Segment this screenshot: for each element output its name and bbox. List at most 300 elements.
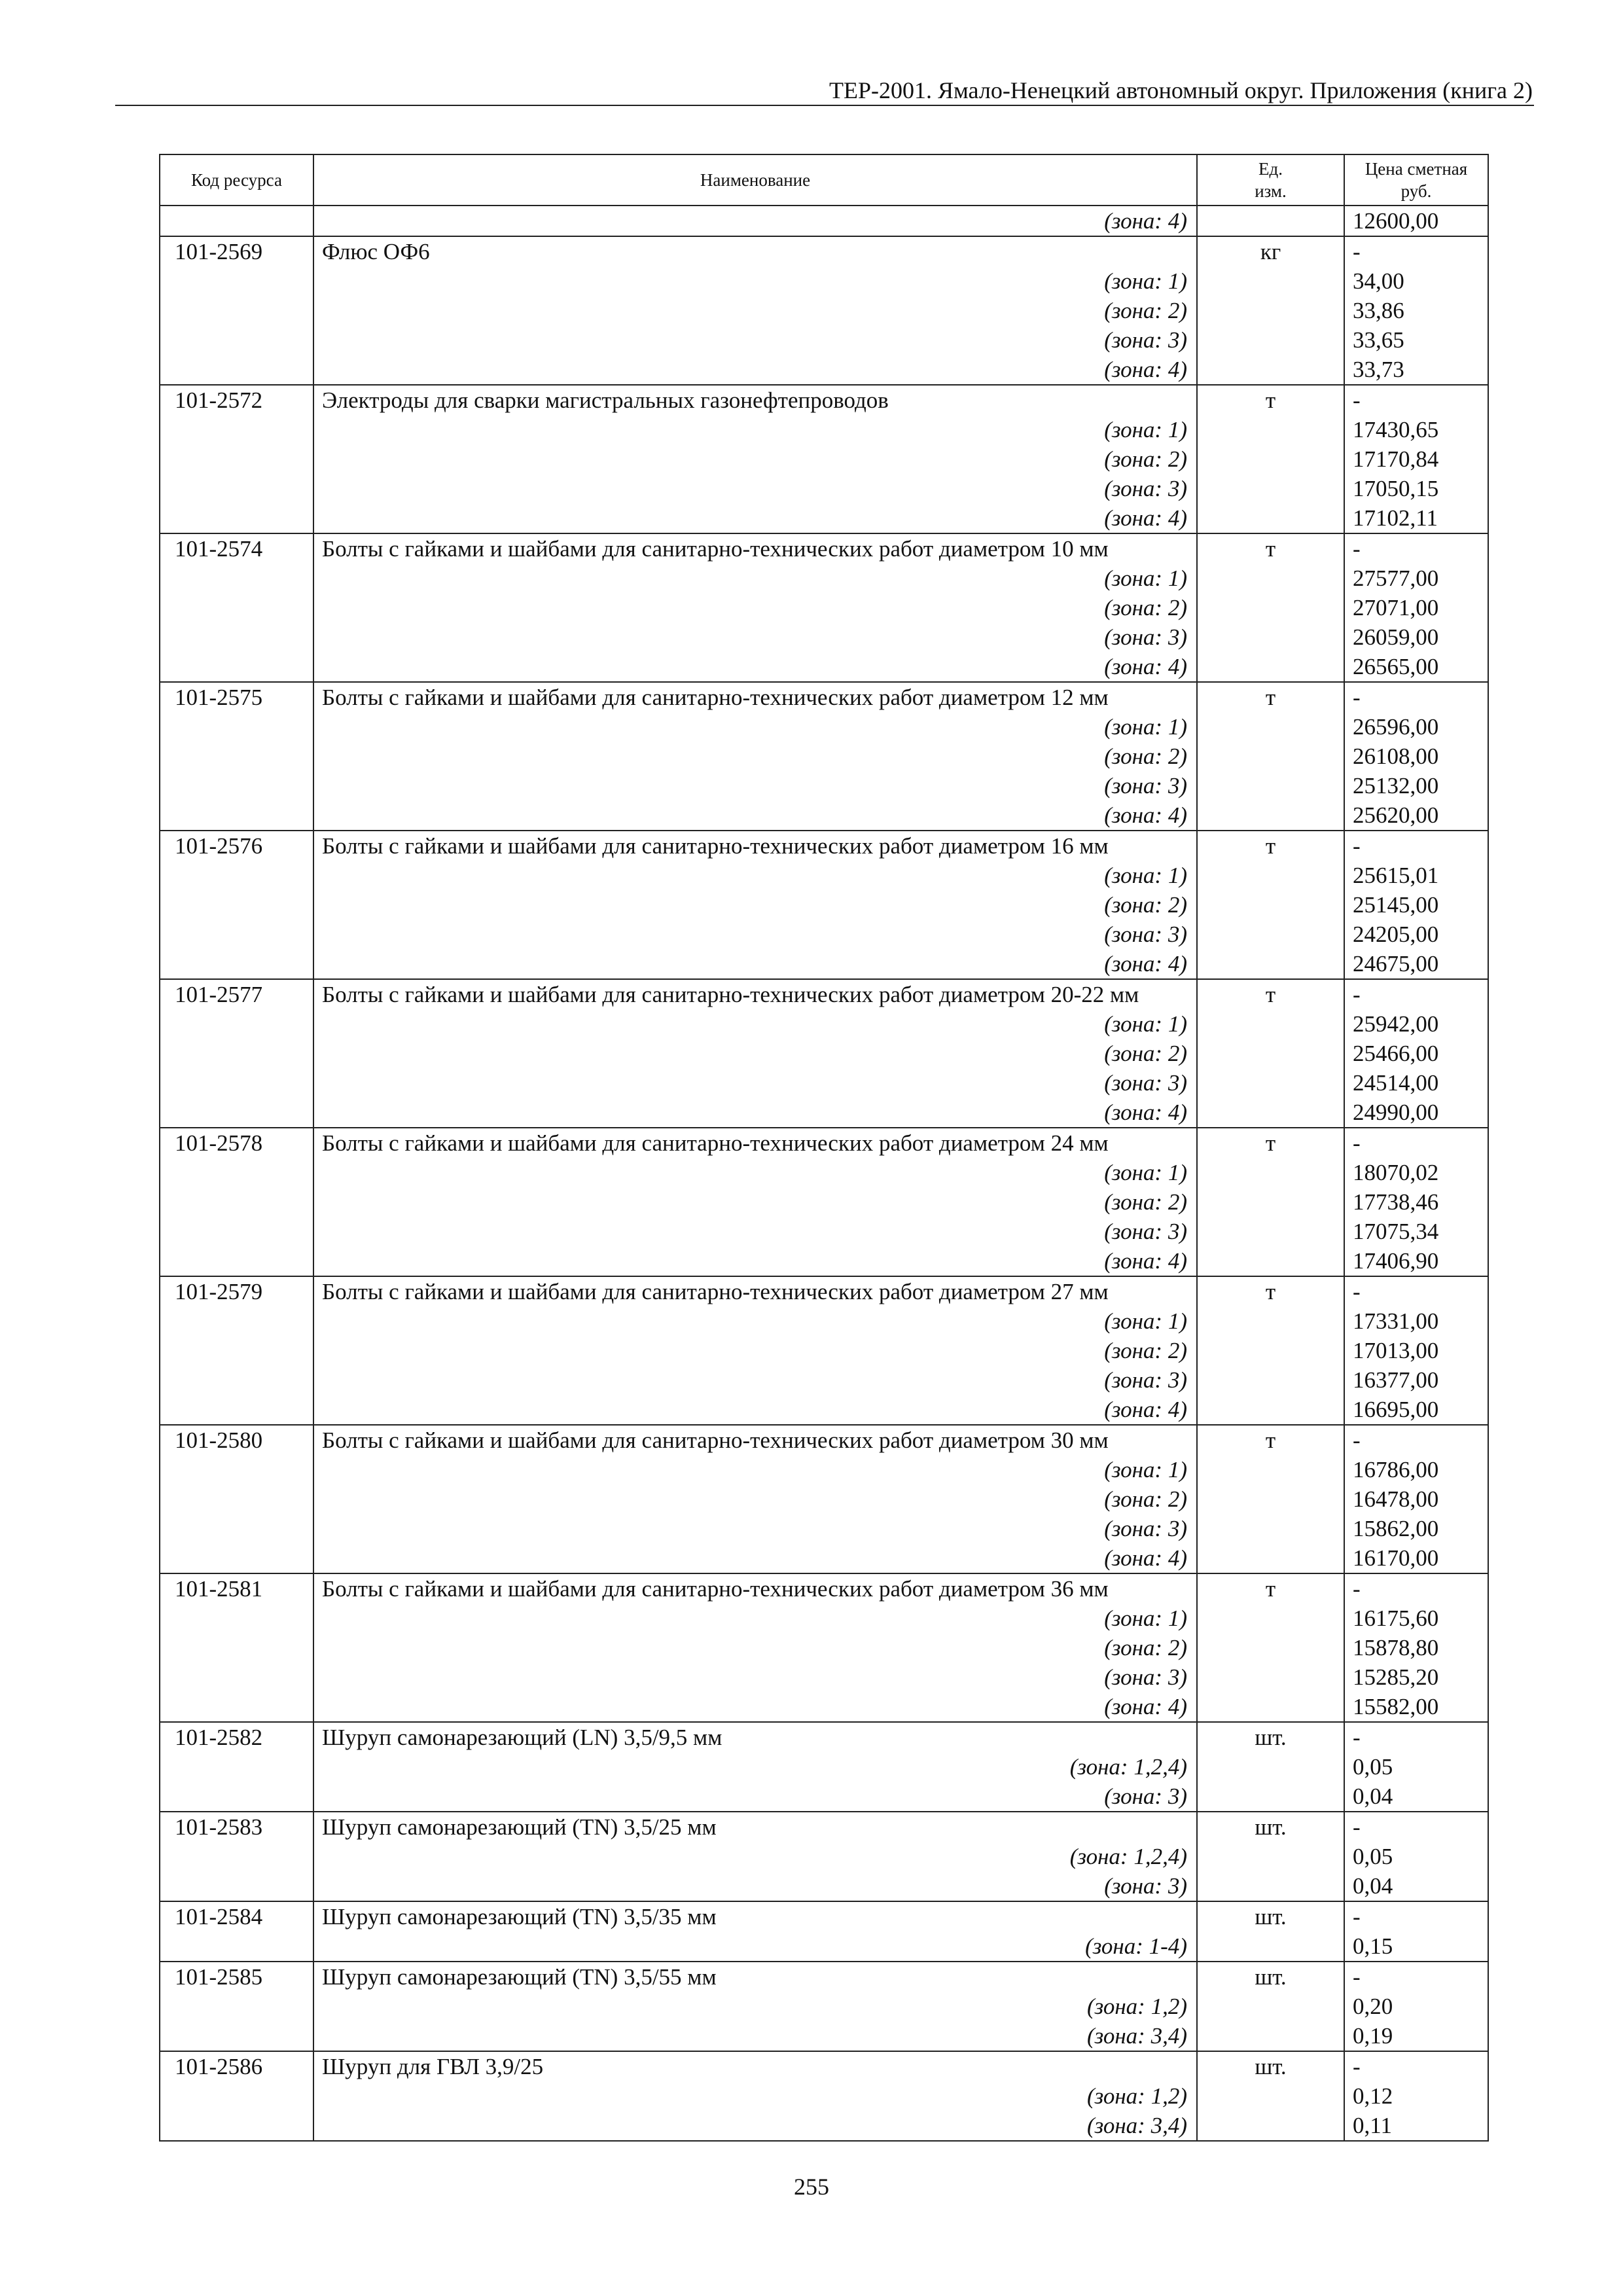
zone-label: (зона: 4) — [313, 1692, 1197, 1722]
zone-price: 27071,00 — [1344, 593, 1488, 622]
zone-price: 34,00 — [1344, 266, 1488, 296]
resource-code — [160, 1365, 313, 1395]
zone-price: 15285,20 — [1344, 1662, 1488, 1692]
base-price: - — [1344, 236, 1488, 266]
unit — [1197, 1009, 1344, 1039]
zone-row — [160, 1931, 1488, 1962]
unit — [1197, 593, 1344, 622]
zone-price: 25145,00 — [1344, 890, 1488, 920]
zone-price: 17331,00 — [1344, 1306, 1488, 1336]
zone-price: 33,73 — [1344, 355, 1488, 385]
zone-label: (зона: 1) — [313, 564, 1197, 593]
unit — [1197, 920, 1344, 949]
resource-code — [160, 1455, 313, 1484]
unit — [1197, 771, 1344, 800]
zone-label: (зона: 1,2,4) — [313, 1752, 1197, 1782]
zone-label: (зона: 1) — [313, 1455, 1197, 1484]
resource-code: 101-2577 — [160, 979, 313, 1009]
zone-price: 25620,00 — [1344, 800, 1488, 831]
zone-row — [160, 949, 1488, 979]
resource-code — [160, 474, 313, 503]
unit — [1197, 564, 1344, 593]
zone-price: 26565,00 — [1344, 652, 1488, 682]
resource-code — [160, 1752, 313, 1782]
resource-code — [160, 1484, 313, 1514]
resource-name: Флюс ОФ6 — [313, 236, 1197, 266]
unit — [1197, 415, 1344, 444]
zone-price: 15878,80 — [1344, 1633, 1488, 1662]
zone-price: 16170,00 — [1344, 1543, 1488, 1573]
table-body — [160, 206, 1488, 2141]
resource-code — [160, 890, 313, 920]
resource-name: Электроды для сварки магистральных газонефтепроводов — [313, 385, 1197, 415]
table-row — [160, 979, 1488, 1009]
zone-label: (зона: 3) — [313, 622, 1197, 652]
unit — [1197, 1068, 1344, 1098]
unit — [1197, 206, 1344, 236]
zone-price: 0,15 — [1344, 1931, 1488, 1962]
zone-row — [160, 861, 1488, 890]
table-row — [160, 1722, 1488, 1752]
zone-price: 0,20 — [1344, 1992, 1488, 2021]
zone-price: 33,65 — [1344, 325, 1488, 355]
resource-name: Болты с гайками и шайбами для санитарно-технических работ диаметром 30 мм — [313, 1425, 1197, 1455]
resource-code — [160, 1931, 313, 1962]
resource-code — [160, 325, 313, 355]
zone-row — [160, 652, 1488, 682]
zone-label: (зона: 3) — [313, 1782, 1197, 1812]
zone-price: 0,05 — [1344, 1752, 1488, 1782]
zone-row — [160, 1187, 1488, 1217]
resource-code — [160, 1039, 313, 1068]
zone-row — [160, 1992, 1488, 2021]
resource-code: 101-2581 — [160, 1573, 313, 1604]
zone-row — [160, 1782, 1488, 1812]
zone-price: 24514,00 — [1344, 1068, 1488, 1098]
table-row — [160, 1812, 1488, 1842]
zone-row — [160, 1365, 1488, 1395]
resource-code — [160, 1992, 313, 2021]
unit — [1197, 474, 1344, 503]
page-header-title: ТЕР-2001. Ямало-Ненецкий автономный округ. Приложения (книга 2) — [829, 77, 1533, 103]
zone-price: 16786,00 — [1344, 1455, 1488, 1484]
resource-code: 101-2585 — [160, 1962, 313, 1992]
zone-price: 0,04 — [1344, 1871, 1488, 1901]
resource-code — [160, 1158, 313, 1187]
unit: шт. — [1197, 1812, 1344, 1842]
resource-code — [160, 2111, 313, 2141]
base-price: - — [1344, 533, 1488, 564]
table-row — [160, 236, 1488, 266]
resource-name: Шуруп самонарезающий (TN) 3,5/35 мм — [313, 1901, 1197, 1931]
zone-row — [160, 564, 1488, 593]
unit: т — [1197, 831, 1344, 861]
unit: т — [1197, 1425, 1344, 1455]
resource-code — [160, 920, 313, 949]
unit — [1197, 1455, 1344, 1484]
base-price: - — [1344, 1901, 1488, 1931]
zone-price: 25466,00 — [1344, 1039, 1488, 1068]
unit — [1197, 2021, 1344, 2051]
zone-price: 0,11 — [1344, 2111, 1488, 2141]
unit: шт. — [1197, 2051, 1344, 2081]
resource-code — [160, 652, 313, 682]
resource-code — [160, 1604, 313, 1633]
unit: шт. — [1197, 1901, 1344, 1931]
resource-code — [160, 1068, 313, 1098]
table-header — [160, 154, 1488, 206]
resource-code — [160, 415, 313, 444]
unit: т — [1197, 979, 1344, 1009]
resource-code — [160, 1217, 313, 1246]
resource-code: 101-2578 — [160, 1128, 313, 1158]
unit — [1197, 949, 1344, 979]
zone-label: (зона: 2) — [313, 890, 1197, 920]
unit — [1197, 652, 1344, 682]
base-price: - — [1344, 385, 1488, 415]
zone-label: (зона: 4) — [313, 1098, 1197, 1128]
resource-code: 101-2569 — [160, 236, 313, 266]
resource-code — [160, 503, 313, 533]
zone-label: (зона: 4) — [313, 652, 1197, 682]
header-divider — [115, 105, 1534, 106]
zone-label: (зона: 3) — [313, 474, 1197, 503]
zone-row — [160, 1514, 1488, 1543]
resource-code: 101-2582 — [160, 1722, 313, 1752]
unit — [1197, 1158, 1344, 1187]
resource-code — [160, 771, 313, 800]
zone-price: 12600,00 — [1344, 206, 1488, 236]
unit — [1197, 1336, 1344, 1365]
zone-row — [160, 593, 1488, 622]
resource-code — [160, 1782, 313, 1812]
zone-price: 33,86 — [1344, 296, 1488, 325]
zone-label: (зона: 1-4) — [313, 1931, 1197, 1962]
zone-label: (зона: 3) — [313, 1068, 1197, 1098]
unit: т — [1197, 1276, 1344, 1306]
table-row — [160, 1901, 1488, 1931]
resource-name: Болты с гайками и шайбами для санитарно-технических работ диаметром 16 мм — [313, 831, 1197, 861]
unit — [1197, 742, 1344, 771]
base-price: - — [1344, 979, 1488, 1009]
zone-row — [160, 1217, 1488, 1246]
resource-code — [160, 2081, 313, 2111]
zone-price: 25615,01 — [1344, 861, 1488, 890]
base-price: - — [1344, 1425, 1488, 1455]
zone-label: (зона: 4) — [313, 503, 1197, 533]
resource-name: Болты с гайками и шайбами для санитарно-технических работ диаметром 24 мм — [313, 1128, 1197, 1158]
zone-price: 18070,02 — [1344, 1158, 1488, 1187]
base-price: - — [1344, 1722, 1488, 1752]
unit — [1197, 2081, 1344, 2111]
resource-code: 101-2583 — [160, 1812, 313, 1842]
resource-code — [160, 2021, 313, 2051]
zone-row — [160, 1158, 1488, 1187]
zone-label: (зона: 2) — [313, 1336, 1197, 1365]
base-price: - — [1344, 1573, 1488, 1604]
unit — [1197, 1246, 1344, 1276]
zone-label: (зона: 1,2) — [313, 2081, 1197, 2111]
zone-label: (зона: 2) — [313, 296, 1197, 325]
base-price: - — [1344, 1128, 1488, 1158]
column-header-price — [1344, 154, 1488, 206]
table-row — [160, 533, 1488, 564]
zone-price: 16377,00 — [1344, 1365, 1488, 1395]
resource-code — [160, 296, 313, 325]
zone-row — [160, 2111, 1488, 2141]
unit — [1197, 1992, 1344, 2021]
resource-code — [160, 444, 313, 474]
unit — [1197, 890, 1344, 920]
zone-price: 17738,46 — [1344, 1187, 1488, 1217]
zone-label: (зона: 1) — [313, 1009, 1197, 1039]
zone-row — [160, 1692, 1488, 1722]
zone-label: (зона: 2) — [313, 593, 1197, 622]
zone-price: 17050,15 — [1344, 474, 1488, 503]
zone-label: (зона: 4) — [313, 800, 1197, 831]
base-price: - — [1344, 1812, 1488, 1842]
resource-code: 101-2574 — [160, 533, 313, 564]
zone-row — [160, 1039, 1488, 1068]
zone-price: 17170,84 — [1344, 444, 1488, 474]
zone-price: 16478,00 — [1344, 1484, 1488, 1514]
resource-name: Шуруп самонарезающий (TN) 3,5/55 мм — [313, 1962, 1197, 1992]
zone-price: 26108,00 — [1344, 742, 1488, 771]
resource-code — [160, 593, 313, 622]
table-row — [160, 385, 1488, 415]
zone-label: (зона: 2) — [313, 742, 1197, 771]
zone-price: 16695,00 — [1344, 1395, 1488, 1425]
zone-price: 17075,34 — [1344, 1217, 1488, 1246]
base-price: - — [1344, 1962, 1488, 1992]
zone-label: (зона: 1,2,4) — [313, 1842, 1197, 1871]
unit — [1197, 1752, 1344, 1782]
column-header-unit — [1197, 154, 1344, 206]
zone-row — [160, 1871, 1488, 1901]
zone-row — [160, 622, 1488, 652]
zone-row — [160, 503, 1488, 533]
zone-label: (зона: 1,2) — [313, 1992, 1197, 2021]
resource-code — [160, 355, 313, 385]
zone-row — [160, 444, 1488, 474]
zone-price: 17430,65 — [1344, 415, 1488, 444]
resource-code — [160, 1306, 313, 1336]
table-row — [160, 2051, 1488, 2081]
unit — [1197, 1662, 1344, 1692]
zone-row — [160, 2081, 1488, 2111]
unit: т — [1197, 682, 1344, 712]
zone-row — [160, 1543, 1488, 1573]
unit — [1197, 861, 1344, 890]
unit: т — [1197, 1128, 1344, 1158]
resource-code — [160, 1842, 313, 1871]
resource-code: 101-2586 — [160, 2051, 313, 2081]
unit — [1197, 1306, 1344, 1336]
resource-code — [160, 1514, 313, 1543]
zone-label: (зона: 1) — [313, 266, 1197, 296]
resource-code: 101-2572 — [160, 385, 313, 415]
zone-row — [160, 1306, 1488, 1336]
zone-row — [160, 771, 1488, 800]
page-number: 255 — [794, 2174, 829, 2200]
zone-price: 25132,00 — [1344, 771, 1488, 800]
unit — [1197, 1187, 1344, 1217]
zone-price: 16175,60 — [1344, 1604, 1488, 1633]
zone-label: (зона: 2) — [313, 1633, 1197, 1662]
unit: т — [1197, 533, 1344, 564]
zone-row — [160, 1098, 1488, 1128]
zone-label: (зона: 4) — [313, 355, 1197, 385]
resource-price-table — [159, 154, 1489, 2142]
resource-code — [160, 742, 313, 771]
unit — [1197, 1633, 1344, 1662]
resource-code: 101-2576 — [160, 831, 313, 861]
zone-row — [160, 1842, 1488, 1871]
zone-price: 24990,00 — [1344, 1098, 1488, 1128]
resource-name: Болты с гайками и шайбами для санитарно-технических работ диаметром 12 мм — [313, 682, 1197, 712]
zone-row — [160, 1009, 1488, 1039]
zone-label: (зона: 3,4) — [313, 2021, 1197, 2051]
resource-code: 101-2575 — [160, 682, 313, 712]
zone-label: (зона: 3,4) — [313, 2111, 1197, 2141]
resource-code — [160, 1246, 313, 1276]
zone-price: 15582,00 — [1344, 1692, 1488, 1722]
unit — [1197, 1842, 1344, 1871]
column-header-code: Код ресурса — [160, 154, 313, 206]
zone-label: (зона: 1) — [313, 712, 1197, 742]
zone-price: 0,12 — [1344, 2081, 1488, 2111]
zone-row — [160, 474, 1488, 503]
resource-code — [160, 1633, 313, 1662]
resource-code: 101-2584 — [160, 1901, 313, 1931]
zone-label: (зона: 2) — [313, 1187, 1197, 1217]
zone-row — [160, 296, 1488, 325]
resource-name: Шуруп для ГВЛ 3,9/25 — [313, 2051, 1197, 2081]
table-row — [160, 1425, 1488, 1455]
zone-row — [160, 890, 1488, 920]
resource-code — [160, 206, 313, 236]
zone-label: (зона: 4) — [313, 949, 1197, 979]
unit — [1197, 1217, 1344, 1246]
zone-price: 15862,00 — [1344, 1514, 1488, 1543]
unit: шт. — [1197, 1722, 1344, 1752]
zone-row — [160, 415, 1488, 444]
unit — [1197, 296, 1344, 325]
zone-price: 26059,00 — [1344, 622, 1488, 652]
column-header-price-line2: руб. — [1400, 181, 1432, 201]
resource-code — [160, 1336, 313, 1365]
column-header-unit-line2: изм. — [1255, 181, 1287, 201]
unit — [1197, 1931, 1344, 1962]
zone-row — [160, 800, 1488, 831]
resource-code — [160, 1543, 313, 1573]
resource-name: Болты с гайками и шайбами для санитарно-технических работ диаметром 27 мм — [313, 1276, 1197, 1306]
resource-code — [160, 266, 313, 296]
zone-label: (зона: 2) — [313, 444, 1197, 474]
unit: шт. — [1197, 1962, 1344, 1992]
zone-price: 0,05 — [1344, 1842, 1488, 1871]
zone-row — [160, 1455, 1488, 1484]
zone-row — [160, 325, 1488, 355]
zone-label: (зона: 4) — [313, 1543, 1197, 1573]
unit — [1197, 1395, 1344, 1425]
zone-row — [160, 1604, 1488, 1633]
unit — [1197, 325, 1344, 355]
resource-code — [160, 800, 313, 831]
zone-label: (зона: 1) — [313, 415, 1197, 444]
zone-label: (зона: 1) — [313, 1158, 1197, 1187]
resource-name: Болты с гайками и шайбами для санитарно-технических работ диаметром 36 мм — [313, 1573, 1197, 1604]
resource-code — [160, 949, 313, 979]
zone-row — [160, 1752, 1488, 1782]
unit: т — [1197, 1573, 1344, 1604]
zone-price: 17102,11 — [1344, 503, 1488, 533]
table-row — [160, 1276, 1488, 1306]
zone-label: (зона: 3) — [313, 920, 1197, 949]
column-header-name: Наименование — [313, 154, 1197, 206]
unit: кг — [1197, 236, 1344, 266]
zone-price: 0,04 — [1344, 1782, 1488, 1812]
zone-label: (зона: 3) — [313, 1514, 1197, 1543]
unit — [1197, 1692, 1344, 1722]
zone-label: (зона: 3) — [313, 771, 1197, 800]
unit — [1197, 712, 1344, 742]
unit — [1197, 1604, 1344, 1633]
zone-row — [160, 1633, 1488, 1662]
table-row — [160, 1128, 1488, 1158]
unit — [1197, 444, 1344, 474]
zone-label: (зона: 4) — [313, 206, 1197, 236]
zone-row — [160, 2021, 1488, 2051]
resource-code — [160, 1009, 313, 1039]
zone-label: (зона: 4) — [313, 1246, 1197, 1276]
zone-label: (зона: 2) — [313, 1039, 1197, 1068]
table-row — [160, 831, 1488, 861]
zone-price: 17406,90 — [1344, 1246, 1488, 1276]
resource-code — [160, 564, 313, 593]
zone-label: (зона: 4) — [313, 1395, 1197, 1425]
resource-code — [160, 712, 313, 742]
zone-price: 24205,00 — [1344, 920, 1488, 949]
unit — [1197, 1871, 1344, 1901]
resource-name: Шуруп самонарезающий (TN) 3,5/25 мм — [313, 1812, 1197, 1842]
base-price: - — [1344, 2051, 1488, 2081]
zone-label: (зона: 1) — [313, 1604, 1197, 1633]
zone-row — [160, 1246, 1488, 1276]
resource-code — [160, 622, 313, 652]
zone-row — [160, 920, 1488, 949]
zone-price: 27577,00 — [1344, 564, 1488, 593]
unit — [1197, 1039, 1344, 1068]
zone-price: 17013,00 — [1344, 1336, 1488, 1365]
resource-name: Болты с гайками и шайбами для санитарно-технических работ диаметром 10 мм — [313, 533, 1197, 564]
resource-name: Болты с гайками и шайбами для санитарно-технических работ диаметром 20-22 мм — [313, 979, 1197, 1009]
resource-code — [160, 861, 313, 890]
unit — [1197, 503, 1344, 533]
resource-code: 101-2580 — [160, 1425, 313, 1455]
zone-price: 25942,00 — [1344, 1009, 1488, 1039]
unit — [1197, 622, 1344, 652]
unit — [1197, 1365, 1344, 1395]
zone-label: (зона: 1) — [313, 1306, 1197, 1336]
zone-row — [160, 742, 1488, 771]
zone-label: (зона: 1) — [313, 861, 1197, 890]
unit — [1197, 1543, 1344, 1573]
zone-label: (зона: 3) — [313, 1662, 1197, 1692]
resource-code — [160, 1098, 313, 1128]
column-header-unit-line1: Ед. — [1258, 159, 1283, 179]
resource-code — [160, 1395, 313, 1425]
